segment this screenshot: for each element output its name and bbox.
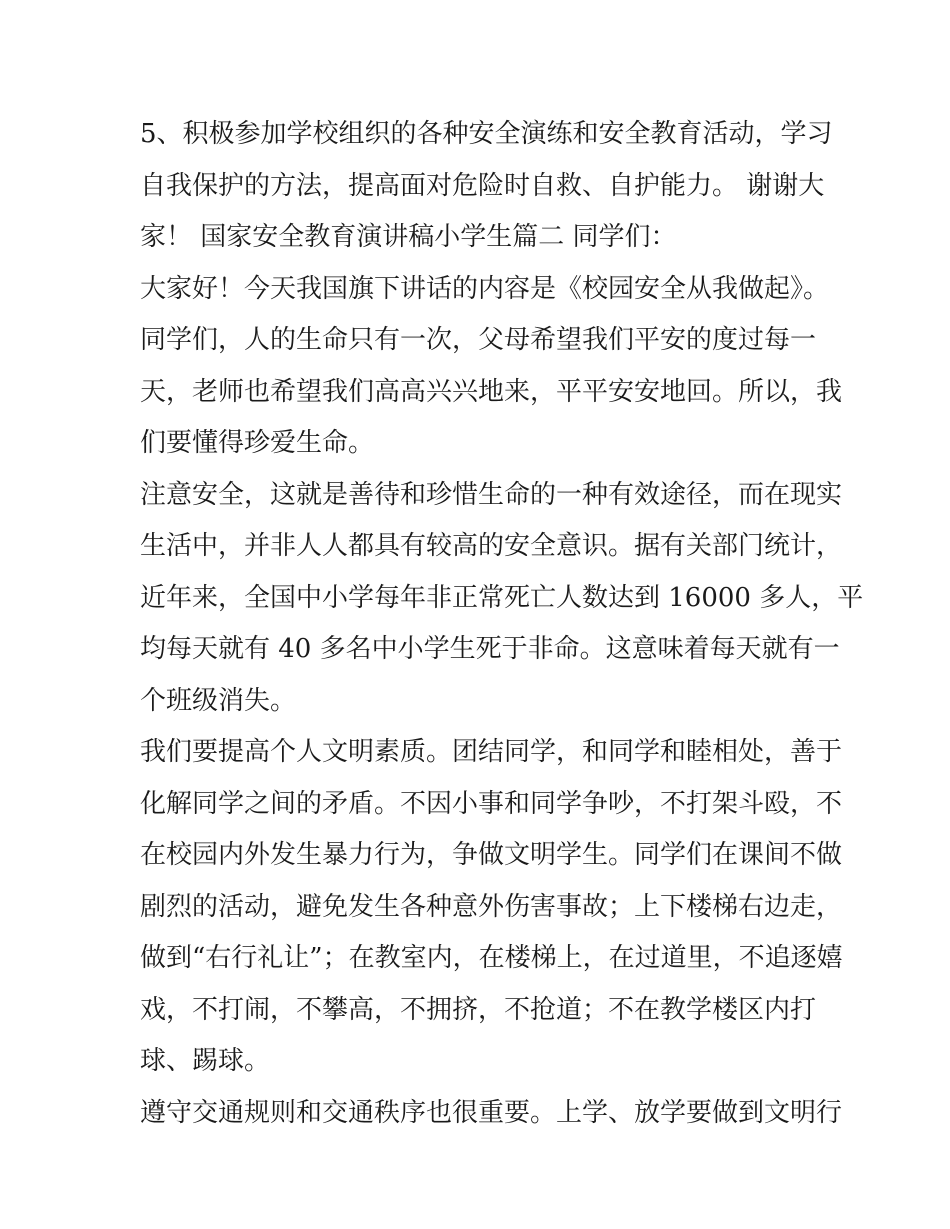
text-line: 注意安全，这就是善待和珍惜生命的一种有效途径，而在现实 xyxy=(140,479,843,510)
text-line: 自我保护的方法，提高面对危险时自救、自护能力。 谢谢大 xyxy=(140,170,825,201)
text-line: 在校园内外发生暴力行为，争做文明学生。同学们在课间不做 xyxy=(140,840,843,870)
text-line: 遵守交通规则和交通秩序也很重要。上学、放学要做到文明行 xyxy=(140,1097,843,1128)
document-body xyxy=(140,109,864,1139)
text-line: 剧烈的活动，避免发生各种意外伤害事故；上下楼梯右边走， xyxy=(140,891,843,922)
text-line: 同学们，人的生命只有一次，父母希望我们平安的度过每一 xyxy=(140,325,817,355)
text-line: 5、积极参加学校组织的各种安全演练和安全教育活动，学习 xyxy=(140,119,833,149)
text-line: 近年来，全国中小学每年非正常死亡人数达到 16000 多人，平 xyxy=(140,582,864,613)
text-line: 家！ 国家安全教育演讲稿小学生篇二 同学们： xyxy=(140,222,677,252)
text-line: 化解同学之间的矛盾。不因小事和同学争吵，不打架斗殴，不 xyxy=(140,788,843,819)
text-line: 做到“右行礼让”；在教室内，在楼梯上，在过道里，不追逐嬉 xyxy=(140,943,843,973)
text-line: 们要懂得珍爱生命。 xyxy=(140,428,375,458)
text-line: 均每天就有 40 多名中小学生死于非命。这意味着每天就有一 xyxy=(140,634,840,664)
text-line: 个班级消失。 xyxy=(140,685,297,716)
text-line: 生活中，并非人人都具有较高的安全意识。据有关部门统计， xyxy=(140,531,843,561)
text-line: 天，老师也希望我们高高兴兴地来，平平安安地回。所以，我 xyxy=(140,376,843,407)
text-line: 戏，不打闹，不攀高，不拥挤，不抢道；不在教学楼区内打 xyxy=(140,994,817,1025)
text-line: 大家好！今天我国旗下讲话的内容是《校园安全从我做起》。 xyxy=(140,273,830,304)
text-line: 球、踢球。 xyxy=(140,1046,271,1076)
text-line: 我们要提高个人文明素质。团结同学，和同学和睦相处，善于 xyxy=(140,737,843,767)
